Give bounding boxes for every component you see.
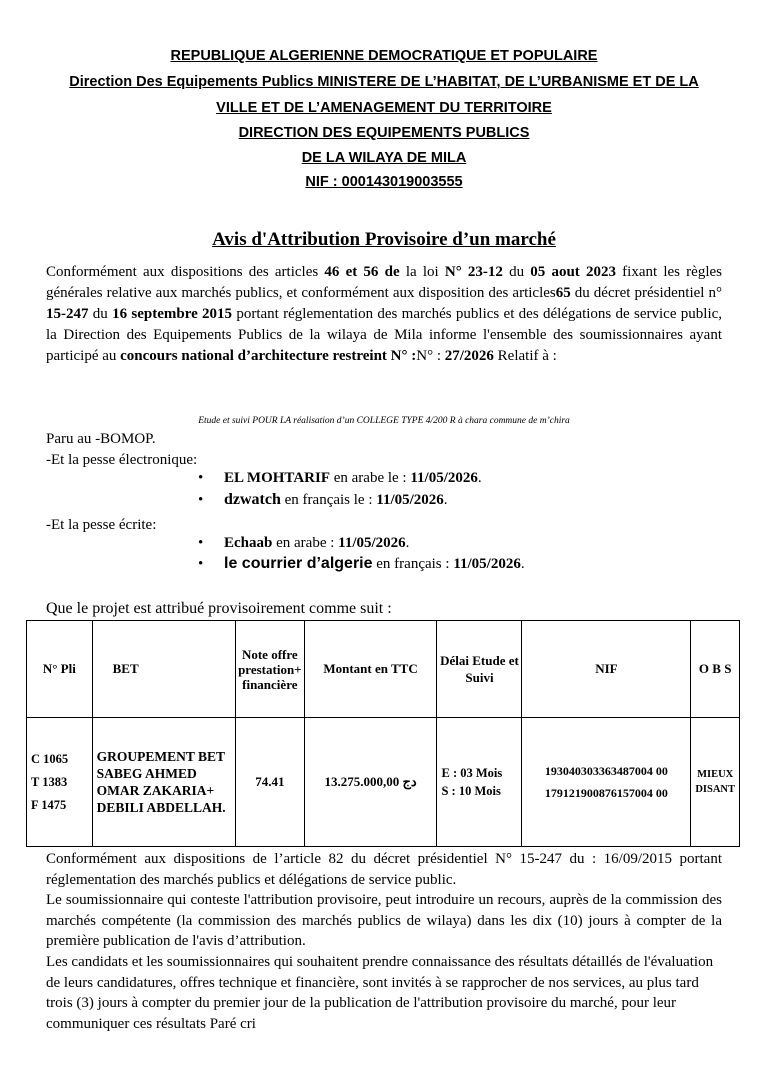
intro-text-1: Conformément aux dispositions des articles (46, 264, 325, 280)
header-line-wilaya: DE LA WILAYA DE MILA (301, 150, 467, 166)
list-item (198, 535, 409, 552)
intro-text-2: la loi (399, 264, 445, 280)
press-name: EL MOHTARIF (224, 470, 330, 486)
intro-text-8: N° : (416, 348, 445, 364)
header-nif: NIF (522, 621, 691, 718)
press-end: . (405, 535, 410, 551)
press-date: 11/05/2026 (338, 535, 406, 551)
pli-t: T 1383 (31, 774, 68, 789)
press-text: en arabe le : (329, 470, 411, 486)
table-row (27, 718, 740, 847)
object-line: Etude et suivi POUR LA réalisation d’un COLLEGE TYPE 4/200 R à chara commune de m’chira (198, 416, 570, 426)
nif-value-2: 179121900876157004 00 (544, 786, 668, 800)
cell-note: 74.41 (236, 718, 305, 847)
cell-delai (437, 718, 522, 847)
bullet-icon: • (198, 470, 204, 486)
press-text: en français le : (280, 492, 377, 508)
bullet-icon: • (198, 492, 204, 508)
intro-law-date: 05 aout 2023 (530, 264, 616, 280)
intro-concours: concours national d’architecture restreint N° : (120, 348, 417, 364)
intro-concours-number: 27/2026 (444, 348, 494, 364)
intro-text-5: du décret présidentiel n° (570, 285, 722, 301)
intro-text-3: du (502, 264, 531, 280)
press-end: . (477, 470, 482, 486)
press-name: dzwatch (224, 491, 281, 508)
list-item (198, 470, 482, 487)
intro-text-9: Relatif à : (493, 348, 557, 364)
cell-bet: GROUPEMENT BET SABEG AHMED OMAR ZAKARIA+ DEBILI ABDELLAH. (92, 718, 235, 847)
press-date: 11/05/2026 (453, 556, 521, 572)
intro-decree-number: 15-247 (46, 306, 89, 322)
press-end: . (443, 492, 448, 508)
header-line-ville: VILLE ET DE L’AMENAGEMENT DU TERRITOIRE (216, 100, 552, 116)
cell-obs: MIEUX DISANT (691, 718, 740, 847)
header-pli: N° Pli (27, 621, 93, 718)
header-line-republic: REPUBLIQUE ALGERIENNE DEMOCRATIQUE ET POPULAIRE (170, 48, 598, 64)
table-intro: Que le projet est attribué provisoirement comme suit : (46, 600, 392, 617)
bullet-icon: • (198, 535, 204, 551)
intro-article-65: 65 (555, 285, 571, 301)
closing-paragraph-3: Les candidats et les soumissionnaires qui souhaitent prendre connaissance des résultats détaillés de l'évaluation de leurs candidatures, offres technique et financière, sont invités à se rapprocher de nos services, au plus tard trois (3) jours à compter du premier jour de la publication de l'attribution provisoire du marché, pour leur communiquer ces résultats Paré cri (46, 954, 714, 1032)
intro-articles: 46 et 56 de (324, 264, 400, 280)
header-line-ministry: Direction Des Equipements Publics MINISTERE DE L’HABITAT, DE L’URBANISME ET DE LA (69, 74, 699, 90)
cell-nif (522, 718, 691, 847)
bullet-icon: • (198, 556, 204, 572)
press-text: en français : (372, 556, 454, 572)
attribution-table (26, 620, 740, 847)
intro-text-6: du (88, 306, 113, 322)
page-title: Avis d'Attribution Provisoire d’un marché (212, 229, 556, 250)
header-note: Note offre prestation+ financière (236, 621, 305, 718)
intro-text-4: fixant les règles générales relative aux marchés publics, et conformément aux disposition des articles (46, 264, 722, 301)
press-name: Echaab (224, 535, 273, 551)
closing-paragraph-2: Le soumissionnaire qui conteste l'attribution provisoire, peut introduire un recours, auprès de la commission des marchés compétente (la commission des marchés publics de wilaya) dans les dix (10) jours à compter de la première publication de l'avis d’attribution. (46, 892, 722, 949)
header-montant: Montant en TTC (304, 621, 437, 718)
header-obs: O B S (691, 621, 740, 718)
header-line-nif: NIF : 000143019003555 (305, 174, 463, 190)
intro-text-7: portant réglementation des marchés publics et des délégations de service public, la Direction des Equipements Publics de la wilaya de Mila informe l'ensemble des soumissionnaires ayant participé au (46, 306, 723, 364)
press-date: 11/05/2026 (410, 470, 478, 486)
press-name: le courrier d’algerie (224, 555, 373, 572)
bomop-line: Paru au -BOMOP. (46, 431, 156, 447)
list-item (198, 491, 448, 509)
delai-etude: E : 03 Mois (441, 766, 503, 780)
intro-law-number: N° 23-12 (444, 264, 503, 280)
header-bet: BET (92, 621, 235, 718)
cell-pli (27, 718, 93, 847)
press-end: . (520, 556, 525, 572)
list-item (198, 555, 525, 573)
electronic-press-label: -Et la pesse électronique: (46, 452, 198, 468)
press-text: en arabe : (272, 535, 339, 551)
closing-paragraph-1: Conformément aux dispositions de l’article 82 du décret présidentiel N° 15-247 du : 16/09/2015 portant réglementation des marchés publics et délégations de service public. (46, 851, 722, 888)
written-press-label: -Et la pesse écrite: (46, 517, 157, 533)
table-header-row (27, 621, 740, 718)
header-line-direction: DIRECTION DES EQUIPEMENTS PUBLICS (238, 125, 530, 141)
pli-c: C 1065 (31, 751, 69, 766)
intro-decree-date: 16 septembre 2015 (112, 306, 233, 322)
delai-suivi: S : 10 Mois (441, 784, 501, 798)
nif-value-1: 193040303363487004 00 (544, 764, 668, 778)
header-delai: Délai Etude et Suivi (437, 621, 522, 718)
press-date: 11/05/2026 (376, 492, 444, 508)
intro-paragraph (46, 262, 722, 367)
pli-f: F 1475 (31, 797, 67, 812)
cell-montant: 13.275.000,00 دج (304, 718, 437, 847)
